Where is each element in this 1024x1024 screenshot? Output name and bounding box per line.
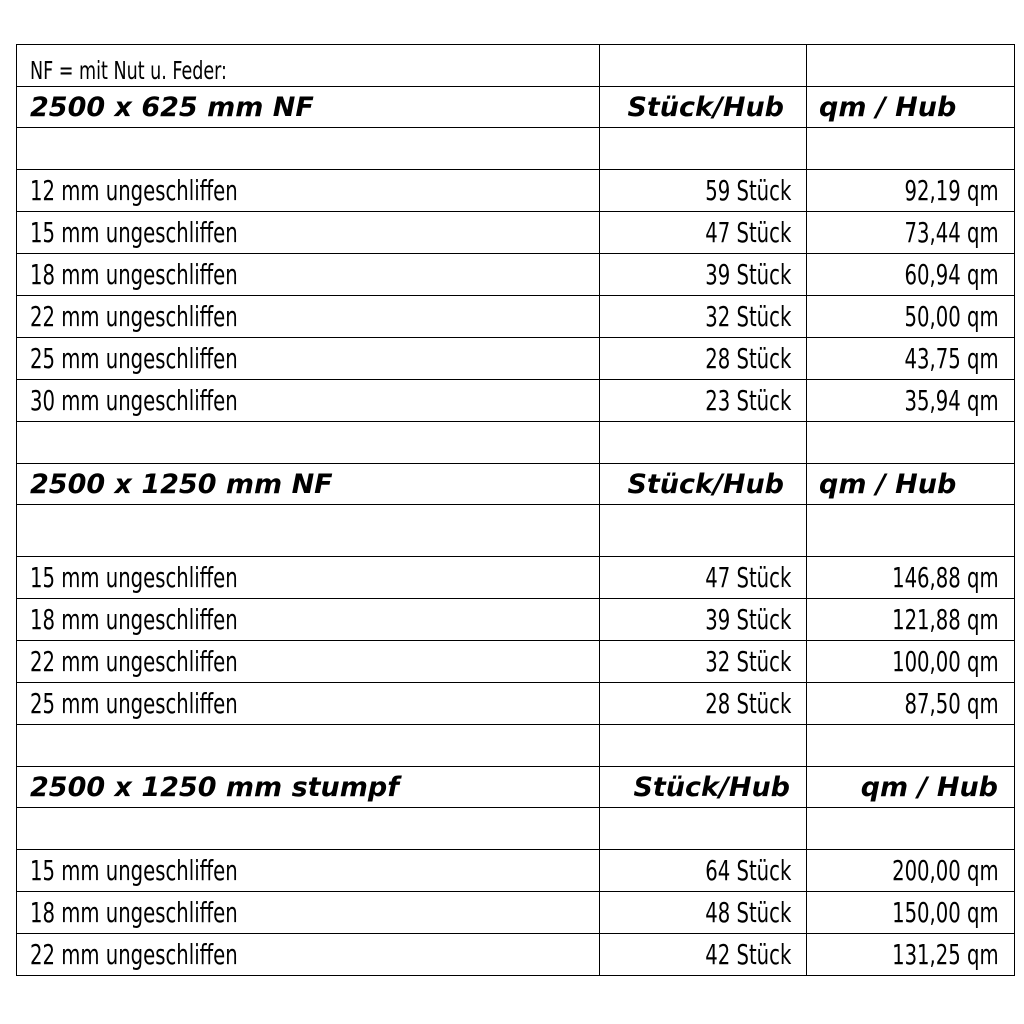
row-area: 35,94 qm: [904, 384, 999, 417]
pieces-header: Stück/Hub: [600, 87, 807, 128]
row-pieces: 47 Stück: [704, 216, 791, 249]
blank-row: [17, 128, 1015, 170]
row-pieces: 59 Stück: [704, 174, 791, 207]
blank-row: [17, 808, 1015, 850]
product-table: [16, 44, 1015, 976]
row-label: 12 mm ungeschliffen: [30, 174, 238, 207]
row-pieces: 28 Stück: [704, 687, 791, 720]
table-row: [17, 254, 1015, 296]
section-title: 2500 x 1250 mm NF: [17, 464, 600, 505]
row-area: 87,50 qm: [904, 687, 999, 720]
row-area: 150,00 qm: [892, 896, 999, 929]
section-header-row: [17, 767, 1015, 808]
row-label: 18 mm ungeschliffen: [30, 258, 238, 291]
row-label: 25 mm ungeschliffen: [30, 342, 238, 375]
row-label: 18 mm ungeschliffen: [30, 896, 238, 929]
row-area: 50,00 qm: [904, 300, 999, 333]
blank-row: [17, 505, 1015, 557]
section-header-row: [17, 464, 1015, 505]
table-row: [17, 296, 1015, 338]
section-title: 2500 x 1250 mm stumpf: [17, 767, 600, 808]
row-pieces: 23 Stück: [704, 384, 791, 417]
note-row: [17, 45, 1015, 87]
section-title: 2500 x 625 mm NF: [17, 87, 600, 128]
table-row: [17, 850, 1015, 892]
table-row: [17, 380, 1015, 422]
section-header-row: [17, 87, 1015, 128]
blank-row: [17, 725, 1015, 767]
row-area: 146,88 qm: [892, 561, 999, 594]
row-area: 73,44 qm: [904, 216, 999, 249]
row-pieces: 42 Stück: [704, 938, 791, 971]
note-cell: [17, 45, 600, 87]
row-area: 60,94 qm: [904, 258, 999, 291]
row-pieces: 32 Stück: [704, 645, 791, 678]
pieces-header: Stück/Hub: [600, 767, 807, 808]
row-area: 100,00 qm: [892, 645, 999, 678]
row-pieces: 47 Stück: [704, 561, 791, 594]
row-pieces: 39 Stück: [704, 603, 791, 636]
row-label: 18 mm ungeschliffen: [30, 603, 238, 636]
table-row: [17, 641, 1015, 683]
row-label: 15 mm ungeschliffen: [30, 216, 238, 249]
table-row: [17, 338, 1015, 380]
table-row: [17, 892, 1015, 934]
row-area: 92,19 qm: [904, 174, 999, 207]
row-label: 22 mm ungeschliffen: [30, 300, 238, 333]
row-label: 15 mm ungeschliffen: [30, 561, 238, 594]
table-row: [17, 934, 1015, 976]
row-label: 22 mm ungeschliffen: [30, 938, 238, 971]
row-pieces: 32 Stück: [704, 300, 791, 333]
row-pieces: 64 Stück: [704, 854, 791, 887]
row-area: 121,88 qm: [892, 603, 999, 636]
row-pieces: 39 Stück: [704, 258, 791, 291]
pieces-header: Stück/Hub: [600, 464, 807, 505]
table-row: [17, 557, 1015, 599]
area-header: qm / Hub: [807, 87, 1015, 128]
area-header: qm / Hub: [807, 464, 1015, 505]
empty-cell: [600, 45, 807, 87]
table-row: [17, 599, 1015, 641]
table-row: [17, 170, 1015, 212]
note-text: NF = mit Nut u. Feder:: [30, 56, 227, 85]
row-label: 15 mm ungeschliffen: [30, 854, 238, 887]
row-area: 200,00 qm: [892, 854, 999, 887]
row-label: 25 mm ungeschliffen: [30, 687, 238, 720]
row-area: 43,75 qm: [904, 342, 999, 375]
row-pieces: 28 Stück: [704, 342, 791, 375]
area-header: qm / Hub: [807, 767, 1015, 808]
table-row: [17, 212, 1015, 254]
row-pieces: 48 Stück: [704, 896, 791, 929]
row-label: 30 mm ungeschliffen: [30, 384, 238, 417]
blank-row: [17, 422, 1015, 464]
row-label: 22 mm ungeschliffen: [30, 645, 238, 678]
table-row: [17, 683, 1015, 725]
empty-cell: [807, 45, 1015, 87]
row-area: 131,25 qm: [892, 938, 999, 971]
